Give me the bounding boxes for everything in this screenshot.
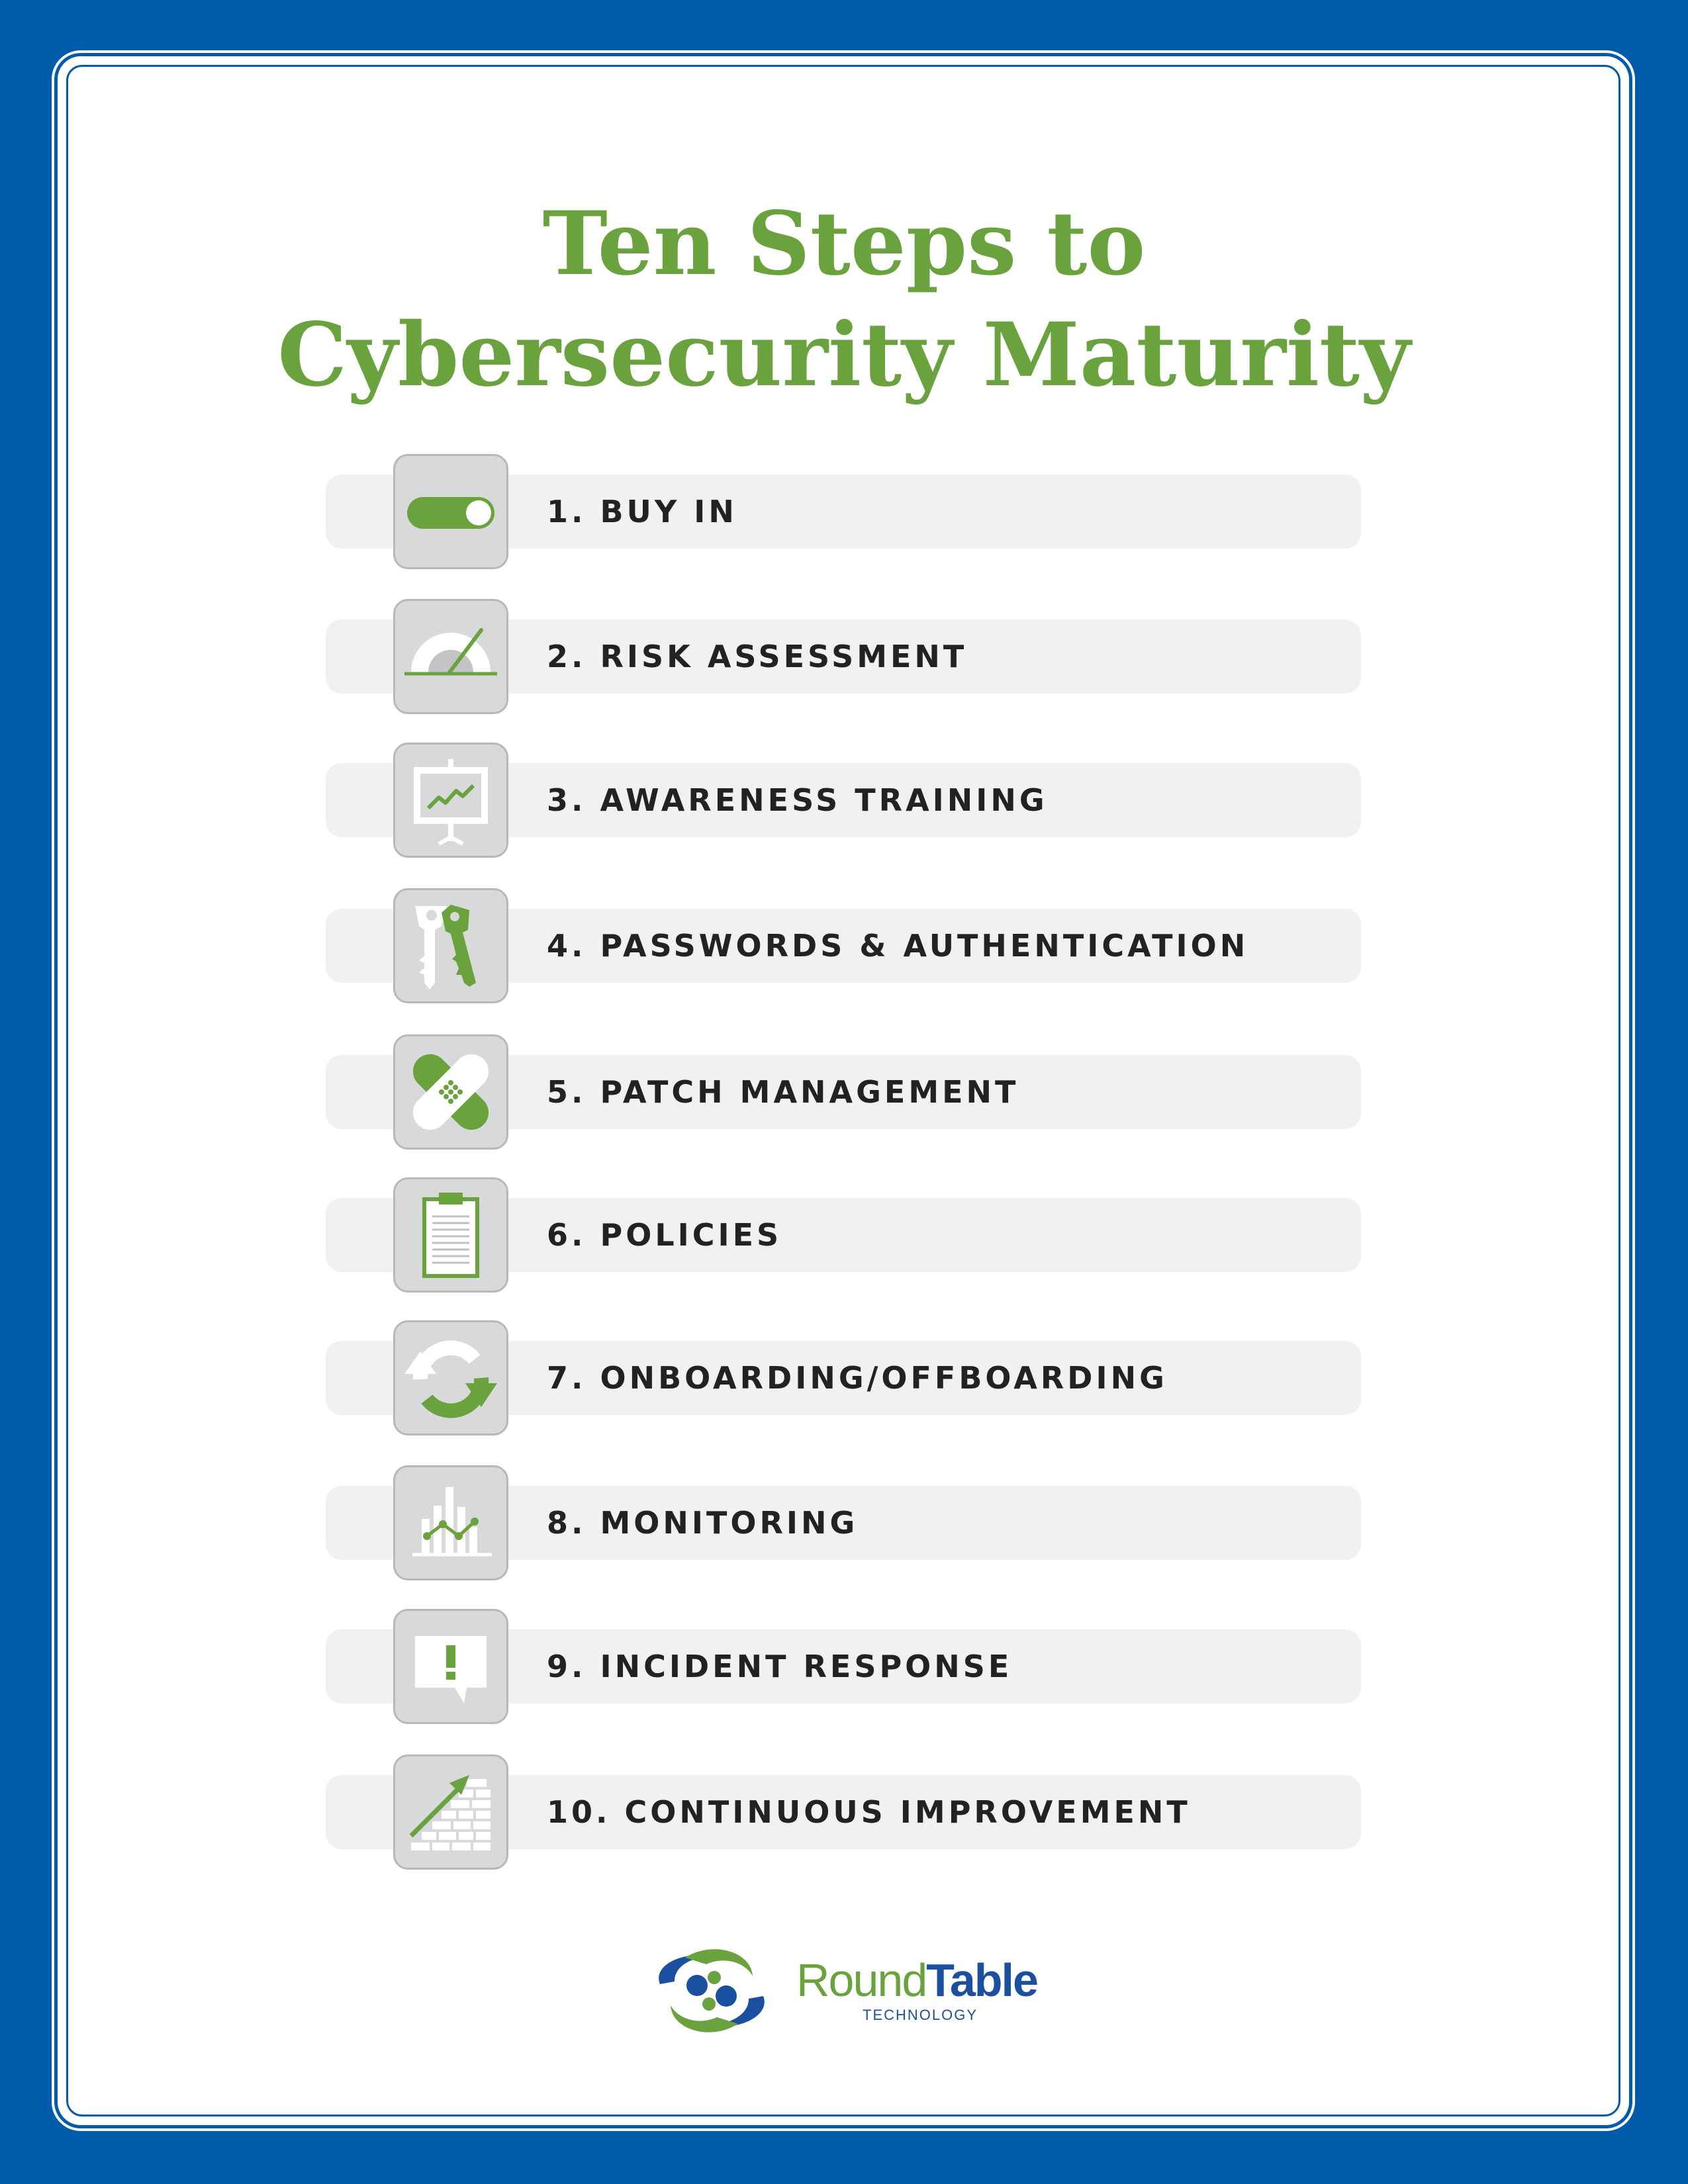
presentation-board-icon xyxy=(393,743,508,858)
keys-icon xyxy=(393,888,508,1003)
logo-subtitle: TECHNOLOGY xyxy=(863,2007,978,2023)
roundtable-logo-mark-icon xyxy=(645,1938,778,2044)
logo-word-round: Round xyxy=(796,1954,927,2006)
step-label-5: 5. PATCH MANAGEMENT xyxy=(547,1074,1019,1110)
logo-word-table: Table xyxy=(926,1954,1037,2006)
step-label-8: 8. MONITORING xyxy=(547,1505,859,1541)
bandage-icon xyxy=(393,1034,508,1150)
step-label-3: 3. AWARENESS TRAINING xyxy=(547,782,1048,818)
alert-speech-bubble-icon xyxy=(393,1609,508,1724)
clipboard-icon xyxy=(393,1177,508,1293)
logo-wordmark xyxy=(796,1954,1037,2007)
step-label-4: 4. PASSWORDS & AUTHENTICATION xyxy=(547,928,1249,964)
roundtable-logo xyxy=(645,1938,1056,2044)
toggle-switch-icon xyxy=(393,454,508,569)
step-label-10: 10. CONTINUOUS IMPROVEMENT xyxy=(547,1794,1191,1830)
step-label-6: 6. POLICIES xyxy=(547,1217,782,1253)
page-title xyxy=(0,189,1688,411)
step-label-9: 9. INCIDENT RESPONSE xyxy=(547,1649,1013,1684)
cycle-arrows-icon xyxy=(393,1320,508,1435)
step-label-1: 1. BUY IN xyxy=(547,494,737,529)
gauge-icon xyxy=(393,599,508,714)
title-line-1: Ten Steps to xyxy=(542,193,1146,295)
rising-arrow-bricks-icon xyxy=(393,1754,508,1870)
title-line-2: Cybersecurity Maturity xyxy=(277,304,1411,406)
step-label-7: 7. ONBOARDING/OFFBOARDING xyxy=(547,1360,1168,1396)
bar-line-chart-icon xyxy=(393,1465,508,1580)
step-label-2: 2. RISK ASSESSMENT xyxy=(547,639,968,674)
